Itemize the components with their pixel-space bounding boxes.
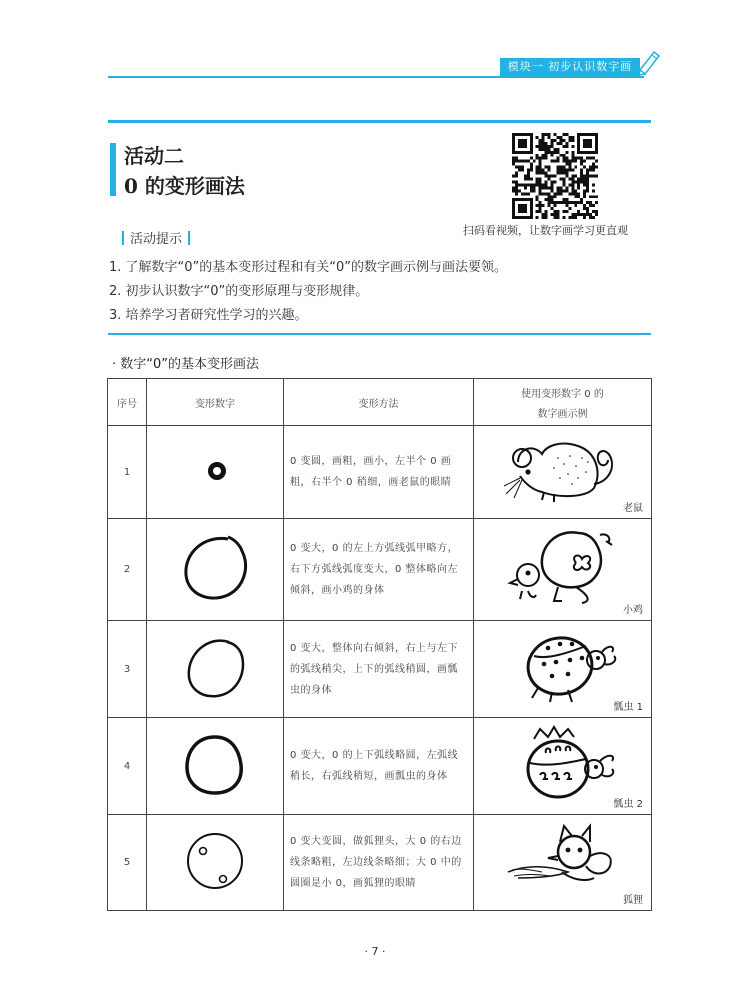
example-cell (474, 718, 652, 815)
qr-caption: 扫码看视频，让数字画学习更直观 (463, 224, 628, 237)
tip-item: 1. 了解数字“0”的基本变形过程和有关“0”的数字画示例与画法要领。 (109, 260, 508, 275)
shape-cell (147, 519, 284, 621)
shape-cell (147, 621, 284, 718)
row-index: 2 (108, 519, 147, 621)
section-divider (108, 333, 651, 335)
header-example-line1: 使用变形数字 0 的 (521, 388, 604, 400)
title-rule (108, 120, 651, 123)
header-example-line2: 数字画示例 (537, 408, 588, 420)
right-leaning-zero-drawing (175, 628, 255, 708)
page-number: · 7 · (364, 945, 386, 958)
ladybug-two-drawing (498, 723, 628, 809)
ladybug-drawing (498, 626, 628, 712)
tip-item: 2. 初步认识数字“0”的变形原理与变形规律。 (109, 284, 369, 299)
example-cell (474, 621, 652, 718)
large-tilted-zero-drawing (170, 523, 260, 613)
table-row (108, 718, 652, 815)
shape-cell (147, 426, 284, 519)
circle-with-small-zeros-drawing (175, 821, 255, 901)
tips-heading-label: 活动提示 (130, 232, 183, 247)
header-method: 变形方法 (284, 379, 474, 426)
tips-bar-left (122, 231, 124, 245)
mouse-drawing (498, 432, 628, 512)
header-rule (108, 76, 644, 78)
header-example (474, 379, 652, 426)
example-cell (474, 519, 652, 621)
small-thick-zero-drawing (185, 446, 245, 496)
table-row (108, 426, 652, 519)
module-header-tab: 模块一 初步认识数字画 (500, 58, 640, 76)
method-cell: 0 变大，0 的上下弧线略圆，左弧线稍长，右弧线稍短，画瓢虫的身体 (284, 718, 474, 815)
method-cell: 0 变圆，画粗，画小，左半个 0 画粗，右半个 0 稍细，画老鼠的眼睛 (284, 426, 474, 519)
table-row (108, 519, 652, 621)
example-label: 狐狸 (623, 895, 643, 906)
section-title: · 数字“0”的基本变形画法 (112, 357, 260, 372)
table-row (108, 815, 652, 911)
qr-code[interactable] (512, 133, 598, 219)
example-label: 瓢虫 1 (613, 702, 643, 713)
chick-drawing (498, 525, 628, 615)
tips-bar-right (188, 231, 190, 245)
method-cell: 0 变大变圆，做狐狸头，大 0 的右边线条略粗，左边线条略细；大 0 中的圆圈是小 0，画狐狸的眼睛 (284, 815, 474, 911)
tip-item: 3. 培养学习者研究性学习的兴趣。 (109, 308, 308, 323)
header-shape: 变形数字 (147, 379, 284, 426)
method-cell: 0 变大，整体向右倾斜，右上与左下的弧线稍尖，上下的弧线稍圆，画瓢虫的身体 (284, 621, 474, 718)
activity-title: 0 的变形画法 (124, 174, 245, 198)
example-label: 瓢虫 2 (613, 799, 643, 810)
shape-cell (147, 815, 284, 911)
row-index: 5 (108, 815, 147, 911)
zero-variation-table (107, 378, 652, 911)
row-index: 4 (108, 718, 147, 815)
row-index: 1 (108, 426, 147, 519)
pencil-icon (636, 46, 662, 76)
shape-cell (147, 718, 284, 815)
example-label: 小鸡 (623, 605, 643, 616)
activity-name: 活动二 (124, 144, 184, 168)
fox-drawing (498, 820, 628, 906)
title-accent-bar (110, 143, 116, 196)
example-label: 老鼠 (623, 503, 643, 514)
header-index: 序号 (108, 379, 147, 426)
method-cell: 0 变大，0 的左上方弧线弧甲略方，右下方弧线弧度变大，0 整体略向左倾斜，画小鸡的身体 (284, 519, 474, 621)
round-zero-drawing (175, 725, 255, 805)
example-cell (474, 815, 652, 911)
example-cell (474, 426, 652, 519)
row-index: 3 (108, 621, 147, 718)
table-row (108, 621, 652, 718)
tips-heading (116, 228, 196, 247)
